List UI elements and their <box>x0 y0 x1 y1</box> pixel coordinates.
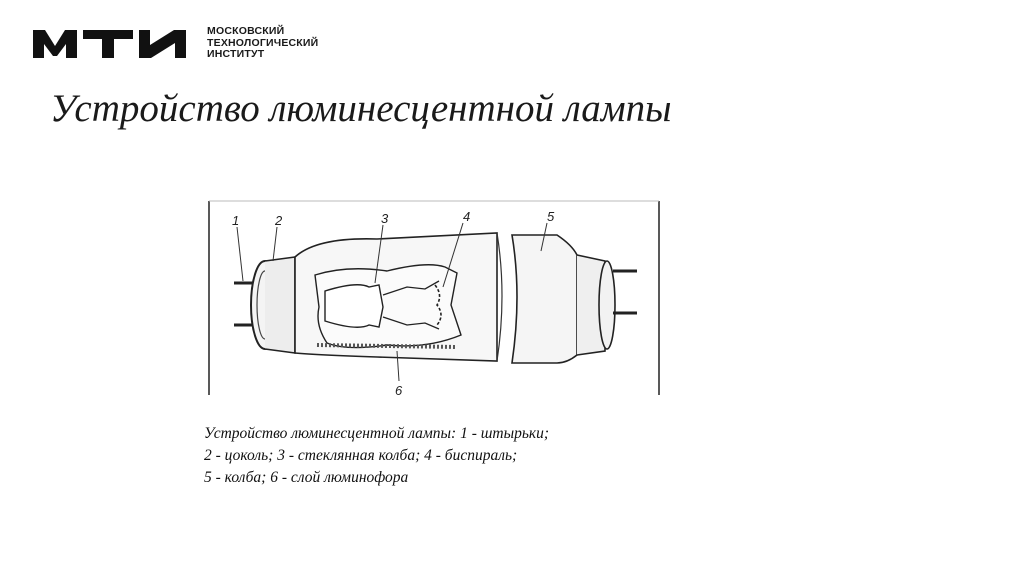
base-cap-left <box>251 257 295 353</box>
logo-line-1: МОСКОВСКИЙ <box>207 25 285 37</box>
slide-title: Устройство люминесцентной лампы <box>50 87 672 130</box>
figure-caption <box>204 423 724 489</box>
tube-end-right <box>512 235 637 363</box>
label-1: 1 <box>232 213 240 228</box>
institute-logo <box>33 24 353 64</box>
label-2: 2 <box>275 213 283 228</box>
label-6: 6 <box>395 383 403 398</box>
label-3: 3 <box>381 211 389 226</box>
label-5: 5 <box>547 209 555 224</box>
logo-text <box>207 26 318 61</box>
caption-line-3: 5 - колба; 6 - слой люминофора <box>204 469 409 486</box>
caption-line-1: Устройство люминесцентной лампы: 1 - штырьки; <box>204 425 550 442</box>
label-4: 4 <box>463 209 471 224</box>
lamp-diagram <box>207 195 662 400</box>
logo-line-3: ИНСТИТУТ <box>207 48 265 60</box>
mti-logo-mark <box>33 24 198 60</box>
caption-line-2: 2 - цоколь; 3 - стеклянная колба; 4 - биспираль; <box>204 447 518 464</box>
logo-line-2: ТЕХНОЛОГИЧЕСКИЙ <box>207 36 319 49</box>
